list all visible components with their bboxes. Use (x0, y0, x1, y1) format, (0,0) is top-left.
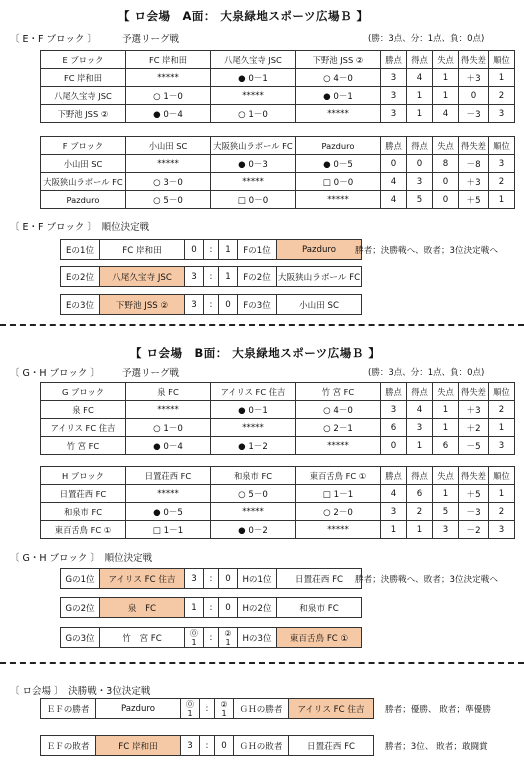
section-divider (0, 324, 524, 326)
result-cell: 3 (381, 87, 407, 105)
result-cell: 1 (407, 437, 433, 455)
column-header: 東百舌鳥 FC ① (296, 467, 381, 485)
match-row (60, 597, 362, 618)
team-name-cell: 竹 宮 FC (41, 437, 126, 455)
result-cell: 3 (489, 105, 515, 123)
column-header: 下野池 JSS ② (296, 51, 381, 69)
table-row (41, 521, 515, 539)
result-cell: ○ 4－0 (296, 401, 381, 419)
advance-note: 勝者；3位、 敗者；敢闘賞 (385, 742, 488, 752)
result-cell: ＋3 (459, 401, 489, 419)
team-name-cell: 和泉市 FC (41, 503, 126, 521)
result-cell: 3 (381, 503, 407, 521)
result-cell: ● 0－4 (126, 437, 211, 455)
right-team: 和泉市 FC (299, 603, 339, 614)
right-slot-label: Hの1位 (238, 569, 277, 588)
result-cell: 0 (407, 155, 433, 173)
table-header-row (41, 383, 515, 401)
standings-table-e (40, 50, 515, 123)
table-row (41, 155, 515, 173)
score-right: 0 (219, 569, 238, 588)
gh-knockout-label: 〔 G・H ブロック 〕 順位決定戦 (10, 553, 153, 564)
result-cell: －3 (459, 503, 489, 521)
result-cell: 1 (433, 69, 459, 87)
table-row (41, 437, 515, 455)
left-slot-label: Gの2位 (61, 598, 100, 617)
result-cell: ***** (296, 105, 381, 123)
result-cell: □ 0－0 (296, 173, 381, 191)
result-cell: □ 1－1 (296, 485, 381, 503)
result-cell: ○ 5－0 (211, 485, 296, 503)
score-right: 0 (219, 295, 238, 314)
score-left (181, 699, 200, 718)
result-cell: ● 0－5 (296, 155, 381, 173)
right-slot-label: ＧＨの勝者 (234, 699, 289, 718)
column-header: 順位 (489, 137, 515, 155)
left-team: Pazduro (96, 699, 181, 718)
regular-score: 1 (221, 708, 227, 718)
score-separator: : (200, 736, 215, 755)
right-team: Pazduro (277, 240, 361, 259)
score-separator: : (204, 628, 219, 647)
result-cell: ***** (126, 69, 211, 87)
column-header: 得点 (407, 383, 433, 401)
column-header: Pazduro (296, 137, 381, 155)
result-cell: ＋3 (459, 173, 489, 191)
column-header: FC 岸和田 (126, 51, 211, 69)
column-header: 失点 (433, 51, 459, 69)
result-cell: ***** (126, 155, 211, 173)
result-cell: 6 (407, 485, 433, 503)
left-slot-label: Gの3位 (61, 628, 100, 647)
regular-score: 1 (225, 637, 231, 647)
result-cell: －5 (459, 437, 489, 455)
column-header: 得失差 (459, 467, 489, 485)
score-separator: : (200, 699, 215, 718)
result-cell: ● 0－1 (211, 69, 296, 87)
left-slot-label: Gの1位 (61, 569, 100, 588)
score-right (219, 628, 238, 647)
team-name-cell: アイリス FC 住吉 (41, 419, 126, 437)
column-header: 順位 (489, 51, 515, 69)
team-name-cell: 日置荘西 FC (41, 485, 126, 503)
gh-points-rule: (勝：3点、分：1点、負：0点) (368, 368, 485, 378)
left-slot-label: Eの2位 (61, 267, 100, 286)
score-left: 3 (185, 267, 204, 286)
ef-block-label: 〔 E・F ブロック 〕 (10, 34, 97, 45)
result-cell: 1 (433, 401, 459, 419)
venue-b-title: 【 ロ会場 B面： 大泉緑地スポーツ広場Ｂ 】 (130, 346, 381, 360)
result-cell: 2 (489, 401, 515, 419)
right-team: 小山田 SC (299, 300, 339, 311)
result-cell: 1 (489, 69, 515, 87)
regular-score: 1 (191, 637, 197, 647)
result-cell: 2 (489, 173, 515, 191)
team-name-cell: 東百舌鳥 FC ① (41, 521, 126, 539)
result-cell: ○ 5－0 (126, 191, 211, 209)
result-cell: ***** (126, 485, 211, 503)
result-cell: ＋5 (459, 485, 489, 503)
left-team: FC 岸和田 (96, 736, 181, 755)
result-cell: 3 (381, 69, 407, 87)
table-row (41, 69, 515, 87)
column-header: 失点 (433, 467, 459, 485)
score-separator: : (204, 240, 219, 259)
right-team: 大阪狭山ラボール FC (277, 272, 361, 283)
right-team: アイリス FC 住吉 (289, 699, 373, 718)
column-header: 失点 (433, 383, 459, 401)
result-cell: ○ 1－0 (126, 87, 211, 105)
team-name-cell: 八尾久宝寺 JSC (41, 87, 126, 105)
score-separator: : (204, 598, 219, 617)
score-left: 3 (185, 569, 204, 588)
column-header: 失点 (433, 137, 459, 155)
result-cell: ○ 2－1 (296, 419, 381, 437)
result-cell: ***** (296, 191, 381, 209)
table-header-row (41, 137, 515, 155)
table-row (41, 419, 515, 437)
left-slot-label: Eの1位 (61, 240, 100, 259)
column-header: 日置荘西 FC (126, 467, 211, 485)
right-team: 東百舌鳥 FC ① (277, 628, 361, 647)
pk-score: ⓪ (190, 628, 198, 638)
result-cell: 4 (381, 191, 407, 209)
result-cell: 4 (433, 105, 459, 123)
section-divider-2 (0, 662, 524, 664)
table-row (41, 105, 515, 123)
table-row (41, 485, 515, 503)
column-header: 得点 (407, 51, 433, 69)
column-header: 順位 (489, 383, 515, 401)
score-separator: : (204, 267, 219, 286)
right-slot-label: Fの3位 (238, 295, 277, 314)
result-cell: 4 (381, 485, 407, 503)
result-cell: ● 0－2 (211, 521, 296, 539)
column-header: 得失差 (459, 137, 489, 155)
score-left: 1 (185, 598, 204, 617)
match-row (60, 627, 362, 648)
right-slot-label: Fの1位 (238, 240, 277, 259)
score-right: 1 (219, 267, 238, 286)
standings-table-h (40, 466, 515, 539)
match-row (60, 294, 362, 315)
result-cell: 1 (489, 419, 515, 437)
standings-table-g (40, 382, 515, 455)
result-cell: 0 (433, 173, 459, 191)
result-cell: 3 (381, 105, 407, 123)
regular-score: 1 (187, 708, 193, 718)
column-header: 得失差 (459, 383, 489, 401)
result-cell: ***** (211, 419, 296, 437)
right-team: 日置荘西 FC (294, 574, 344, 585)
right-slot-label: Fの2位 (238, 267, 277, 286)
left-team: アイリス FC 住吉 (100, 569, 185, 588)
result-cell: 1 (433, 419, 459, 437)
result-cell: ***** (296, 437, 381, 455)
table-row (41, 401, 515, 419)
result-cell: 3 (489, 521, 515, 539)
result-cell: ● 0－5 (126, 503, 211, 521)
result-cell: 6 (433, 437, 459, 455)
result-cell: ○ 1－0 (211, 105, 296, 123)
advance-note: 勝者；決勝戦へ、敗者；3位決定戦へ (355, 575, 498, 585)
right-slot-label: ＧＨの敗者 (234, 736, 289, 755)
result-cell: －3 (459, 105, 489, 123)
result-cell: 1 (489, 485, 515, 503)
result-cell: 3 (489, 437, 515, 455)
result-cell: 1 (381, 521, 407, 539)
score-left: 3 (181, 736, 200, 755)
match-row (60, 568, 362, 589)
column-header: G ブロック (41, 383, 126, 401)
result-cell: ● 0－4 (126, 105, 211, 123)
team-name-cell: Pazduro (41, 191, 126, 209)
table-row (41, 173, 515, 191)
gh-block-label: 〔 G・H ブロック 〕 (10, 368, 100, 379)
result-cell: 1 (433, 87, 459, 105)
result-cell: 0 (459, 87, 489, 105)
result-cell: 5 (433, 503, 459, 521)
result-cell: □ 0－0 (211, 191, 296, 209)
pk-score: ② (220, 699, 228, 709)
result-cell: 4 (381, 173, 407, 191)
result-cell: 1 (407, 521, 433, 539)
result-cell: ＋2 (459, 419, 489, 437)
column-header: E ブロック (41, 51, 126, 69)
left-team: 竹 宮 FC (100, 628, 185, 647)
pk-score: ② (224, 628, 232, 638)
match-row (40, 698, 374, 719)
result-cell: ***** (211, 87, 296, 105)
result-cell: ○ 3－0 (126, 173, 211, 191)
result-cell: 1 (433, 485, 459, 503)
team-name-cell: 泉 FC (41, 401, 126, 419)
result-cell: 2 (489, 503, 515, 521)
result-cell: 1 (407, 105, 433, 123)
column-header: H ブロック (41, 467, 126, 485)
result-cell: □ 1－1 (126, 521, 211, 539)
result-cell: ○ 4－0 (296, 69, 381, 87)
result-cell: 5 (407, 191, 433, 209)
advance-note: 勝者；優勝、 敗者；準優勝 (385, 705, 491, 715)
column-header: 勝点 (381, 467, 407, 485)
left-team: 下野池 JSS ② (100, 295, 185, 314)
left-slot-label: ＥＦの勝者 (41, 699, 96, 718)
result-cell: 0 (433, 191, 459, 209)
result-cell: ● 1－2 (211, 437, 296, 455)
score-right (215, 699, 234, 718)
result-cell: 8 (433, 155, 459, 173)
result-cell: ***** (126, 401, 211, 419)
result-cell: ● 0－1 (296, 87, 381, 105)
column-header: アイリス FC 住吉 (211, 383, 296, 401)
result-cell: 6 (381, 419, 407, 437)
result-cell: ● 0－1 (211, 401, 296, 419)
table-row (41, 503, 515, 521)
table-header-row (41, 467, 515, 485)
score-right: 0 (215, 736, 234, 755)
result-cell: ***** (296, 521, 381, 539)
result-cell: 3 (407, 419, 433, 437)
column-header: 泉 FC (126, 383, 211, 401)
result-cell: －2 (459, 521, 489, 539)
left-slot-label: ＥＦの敗者 (41, 736, 96, 755)
match-row (60, 266, 362, 287)
right-slot-label: Hの3位 (238, 628, 277, 647)
result-cell: ○ 1－0 (126, 419, 211, 437)
advance-note: 勝者；決勝戦へ、敗者；3位決定戦へ (355, 246, 498, 256)
result-cell: 4 (407, 69, 433, 87)
score-right: 0 (219, 598, 238, 617)
result-cell: 3 (407, 173, 433, 191)
column-header: 和泉市 FC (211, 467, 296, 485)
result-cell: ＋5 (459, 191, 489, 209)
standings-table-f (40, 136, 515, 209)
result-cell: ***** (211, 173, 296, 191)
score-left: 0 (185, 240, 204, 259)
result-cell: 3 (489, 155, 515, 173)
column-header: 得点 (407, 467, 433, 485)
team-name-cell: FC 岸和田 (41, 69, 126, 87)
result-cell: 2 (489, 87, 515, 105)
match-row (60, 239, 362, 260)
column-header: 順位 (489, 467, 515, 485)
column-header: 竹 宮 FC (296, 383, 381, 401)
column-header: 勝点 (381, 51, 407, 69)
score-right: 1 (219, 240, 238, 259)
column-header: F ブロック (41, 137, 126, 155)
team-name-cell: 大阪狭山ラボール FC (41, 173, 126, 191)
match-row (40, 735, 374, 756)
result-cell: －8 (459, 155, 489, 173)
finals-label: 〔 ロ会場 〕 決勝戦・3位決定戦 (10, 686, 151, 697)
result-cell: 4 (407, 401, 433, 419)
right-slot-label: Hの2位 (238, 598, 277, 617)
result-cell: ＋3 (459, 69, 489, 87)
column-header: 小山田 SC (126, 137, 211, 155)
column-header: 得点 (407, 137, 433, 155)
result-cell: 0 (381, 437, 407, 455)
left-team: FC 岸和田 (100, 240, 185, 259)
ef-points-rule: (勝：3点、分：1点、負：0点) (368, 34, 485, 44)
score-left (185, 628, 204, 647)
result-cell: 1 (489, 191, 515, 209)
table-row (41, 191, 515, 209)
column-header: 大阪狭山ラボール FC (211, 137, 296, 155)
result-cell: ● 0－3 (211, 155, 296, 173)
column-header: 勝点 (381, 137, 407, 155)
result-cell: 1 (407, 87, 433, 105)
pk-score: ⓪ (186, 699, 194, 709)
right-team: 日置荘西 FC (306, 741, 356, 752)
ef-league-label: 予選リーグ戦 (122, 34, 180, 45)
column-header: 八尾久宝寺 JSC (211, 51, 296, 69)
team-name-cell: 小山田 SC (41, 155, 126, 173)
result-cell: ○ 2－0 (296, 503, 381, 521)
team-name-cell: 下野池 JSS ② (41, 105, 126, 123)
score-left: 3 (185, 295, 204, 314)
left-team: 泉 FC (100, 598, 185, 617)
venue-a-title: 【 ロ会場 A面： 大泉緑地スポーツ広場Ｂ 】 (118, 9, 369, 23)
result-cell: ***** (211, 503, 296, 521)
left-slot-label: Eの3位 (61, 295, 100, 314)
gh-league-label: 予選リーグ戦 (122, 368, 180, 379)
column-header: 勝点 (381, 383, 407, 401)
left-team: 八尾久宝寺 JSC (100, 267, 185, 286)
result-cell: 2 (407, 503, 433, 521)
score-separator: : (204, 295, 219, 314)
result-cell: 3 (381, 401, 407, 419)
ef-knockout-label: 〔 E・F ブロック 〕 順位決定戦 (10, 222, 150, 233)
result-cell: 0 (381, 155, 407, 173)
score-separator: : (204, 569, 219, 588)
column-header: 得失差 (459, 51, 489, 69)
table-header-row (41, 51, 515, 69)
result-cell: 3 (433, 521, 459, 539)
table-row (41, 87, 515, 105)
